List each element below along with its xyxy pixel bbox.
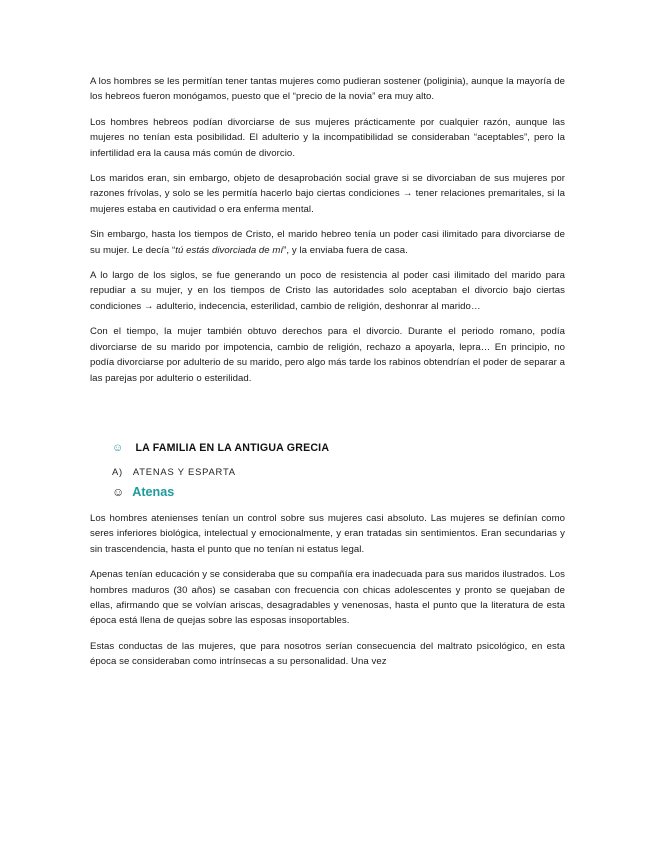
- section-spacer: [90, 396, 565, 442]
- subsection-heading: [112, 466, 565, 477]
- paragraph-conductas: Estas conductas de las mujeres, que para nosotros serían consecuencia del maltrato psicológico, en esta época se consideraban como intrínsecas a su personalidad. Una vez: [90, 640, 565, 668]
- sub-subsection-heading: [112, 485, 565, 499]
- section-heading: [112, 442, 565, 454]
- paragraph-atenienses-control: Los hombres atenienses tenían un control sobre sus mujeres casi absoluto. Las mujeres se definían como seres inferiores biológica, intelectual y emocionalmente, y eran tratadas sin sentimientos. Eran secundarias y sin trascendencia, hasta el punto que no tenían ni estatus legal.: [90, 512, 565, 555]
- quote-outro: ”, y la enviaba fuera de casa.: [283, 244, 408, 256]
- paragraph-maridos-desaprobacion: Los maridos eran, sin embargo, objeto de desaprobación social grave si se divorciaban de sus mujeres por razones frívolas, y solo se les permitía hacerlo bajo ciertas condiciones → tener relaciones premaritales, si la mujeres estaba en cautividad o era enferma mental.: [90, 173, 565, 215]
- paragraph-resistencia: A lo largo de los siglos, se fue generando un poco de resistencia al poder casi ilimitado del marido para repudiar a su mujer, y en los tiempos de Cristo las autoridades solo aceptaban el divorcio bajo ciertas condiciones → adulterio, indecencia, esterilidad, cambio de religión, deshonrar al marido…: [90, 270, 565, 312]
- paragraph-educacion: Apenas tenían educación y se consideraba que su compañía era inadecuada para sus maridos ilustrados. Los hombres maduros (30 años) se casaban con frecuencia con chicas adolescentes y pronto se quejaban de ellas, afirmando que se volvían ariscas, desagradables y venenosas, hasta el punto que la literatura de esta época está llena de quejas sobre las esposas insoportables.: [90, 569, 565, 627]
- paragraph-poliginia: A los hombres se les permitían tener tantas mujeres como pudieran sostener (poliginia), aunque la mayoría de los hebreos fueron monógamos, puesto que el “precio de la novia” era muy alto.: [90, 76, 565, 103]
- section-title: LA FAMILIA EN LA ANTIGUA GRECIA: [135, 441, 330, 454]
- subsection-marker: A): [112, 465, 123, 477]
- paragraph-derechos-mujer: Con el tiempo, la mujer también obtuvo derechos para el divorcio. Durante el periodo romano, podía divorciarse de su marido por impotencia, cambio de religión, rechazo a apoyarla, lepra… En principio, no podía divorciarse por adulterio de su marido, pero algo más tarde los rabinos obtendrían el poder de separar a las parejas por adulterio o esterilidad.: [90, 326, 565, 384]
- sub-subsection-title: Atenas: [132, 484, 175, 499]
- quote-intro: Sin embargo, hasta los tiempos de Cristo, el marido hebreo tenía un poder casi ilimitado para divorciarse de su mujer. Le decía “: [90, 229, 565, 256]
- smiley-outline-icon: ☺: [112, 484, 125, 499]
- quote-text: tú estás divorciada de mí: [175, 244, 284, 256]
- smiley-icon: ☺: [112, 441, 124, 454]
- subsection-title: ATENAS Y ESPARTA: [132, 465, 236, 477]
- paragraph-tiempos-de-cristo: [90, 227, 565, 258]
- paragraph-divorcio-hebreos: Los hombres hebreos podían divorciarse de sus mujeres prácticamente por cualquier razón, aunque las mujeres no tenían esta posibilidad. El adulterio y la incompatibilidad se consideraban “aceptables”, pero la infertilidad era la causa más común de divorcio.: [90, 116, 565, 159]
